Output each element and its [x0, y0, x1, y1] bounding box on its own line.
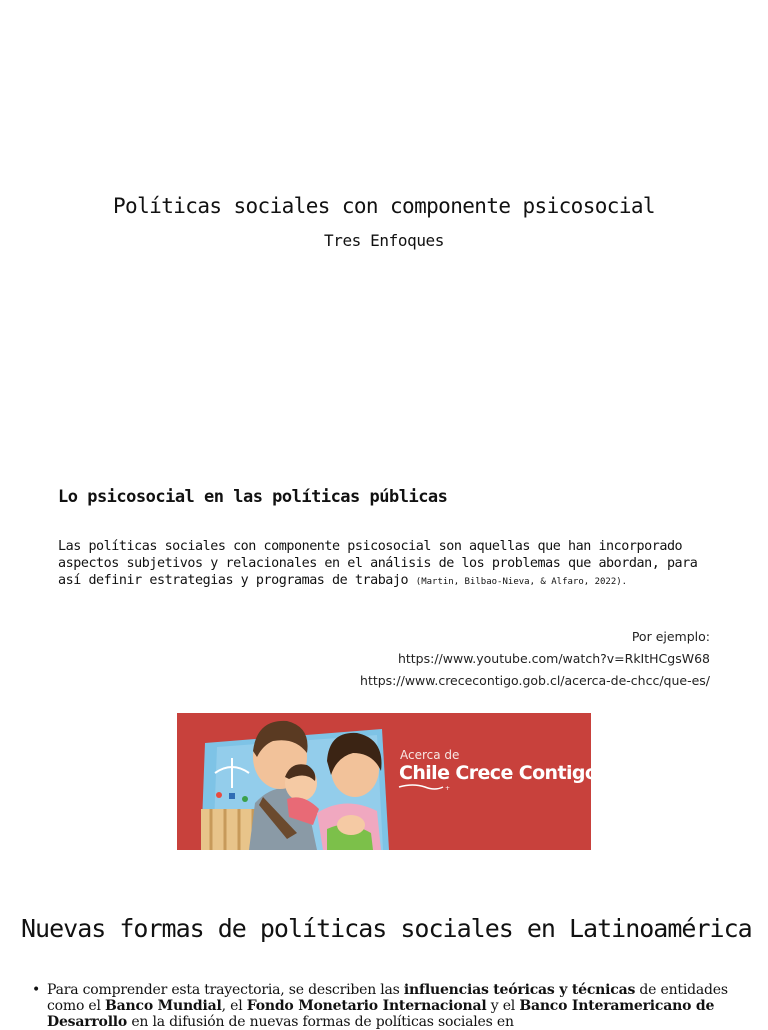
slide-subtitle: Tres Enfoques: [323, 231, 445, 250]
paragraph-text: Las políticas sociales con componente psicosocial son aquellas que han incorporado aspectos subjetivos y relacionales en el análisis de los problemas que abordan, para así definir estrategias y programas de trabajo: [58, 539, 698, 588]
definition-paragraph: [58, 538, 708, 591]
svg-text:+: +: [445, 785, 451, 792]
section-heading: Lo psicosocial en las políticas públicas: [58, 487, 448, 507]
bullet-text-2: de entidades como el: [47, 982, 728, 1014]
slide-title: Políticas sociales con componente psicosocial: [113, 194, 655, 218]
bullet-text-4: y el: [486, 998, 520, 1014]
bullet-item: [32, 982, 732, 1030]
bullet-text-5: en la difusión de nuevas formas de políticas sociales en: [127, 1014, 514, 1030]
bullet-text-1: Para comprender esta trayectoria, se describen las: [47, 982, 404, 998]
bullet-text-3: , el: [221, 998, 247, 1014]
crececontigo-link[interactable]: https://www.crececontigo.gob.cl/acerca-de-chcc/que-es/: [360, 673, 710, 688]
bullet-text: [47, 982, 732, 1030]
bold-banco-mundial: Banco Mundial: [105, 998, 222, 1014]
bold-bid: Banco Interamericano de Desarrollo: [47, 998, 715, 1030]
bold-fmi: Fondo Monetario Internacional: [246, 998, 487, 1014]
citation: (Martin, Bilbao-Nieva, & Alfaro, 2022).: [415, 577, 628, 587]
youtube-link[interactable]: https://www.youtube.com/watch?v=RkItHCgsW68: [397, 651, 710, 666]
bullet-marker: •: [32, 982, 41, 998]
banner-title: Chile Crece Contigo: [399, 762, 598, 784]
example-label: Por ejemplo:: [631, 629, 710, 644]
slide3-heading: Nuevas formas de políticas sociales en Latinoamérica: [21, 914, 752, 943]
bold-influencias: influencias teóricas y técnicas: [403, 982, 636, 998]
example-links: [360, 626, 710, 692]
banner-small-text: Acerca de: [400, 748, 460, 762]
